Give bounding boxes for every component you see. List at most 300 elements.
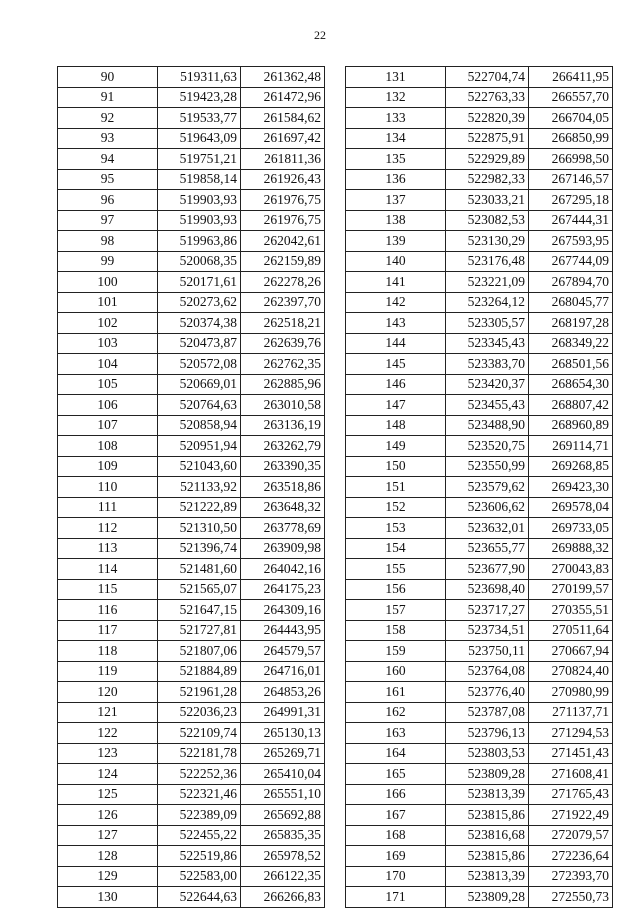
point-number-cell: 108	[58, 436, 158, 457]
table-row	[58, 108, 325, 129]
point-number-cell: 168	[346, 825, 446, 846]
point-number-cell: 158	[346, 620, 446, 641]
y-coordinate-cell: 267146,57	[529, 169, 613, 190]
x-coordinate-cell: 519903,93	[158, 190, 241, 211]
y-coordinate-cell: 266850,99	[529, 128, 613, 149]
x-coordinate-cell: 523803,53	[446, 743, 529, 764]
y-coordinate-cell: 262042,61	[241, 231, 325, 252]
x-coordinate-cell: 519963,86	[158, 231, 241, 252]
y-coordinate-cell: 268501,56	[529, 354, 613, 375]
x-coordinate-cell: 520951,94	[158, 436, 241, 457]
point-number-cell: 111	[58, 497, 158, 518]
y-coordinate-cell: 269578,04	[529, 497, 613, 518]
x-coordinate-cell: 522252,36	[158, 764, 241, 785]
y-coordinate-cell: 263136,19	[241, 415, 325, 436]
x-coordinate-cell: 519858,14	[158, 169, 241, 190]
table-row	[58, 846, 325, 867]
y-coordinate-cell: 270199,57	[529, 579, 613, 600]
x-coordinate-cell: 523809,28	[446, 764, 529, 785]
y-coordinate-cell: 264175,23	[241, 579, 325, 600]
table-row	[346, 743, 613, 764]
x-coordinate-cell: 521807,06	[158, 641, 241, 662]
point-number-cell: 129	[58, 866, 158, 887]
table-row	[58, 702, 325, 723]
table-row	[346, 149, 613, 170]
table-row	[58, 231, 325, 252]
y-coordinate-cell: 269888,32	[529, 538, 613, 559]
table-row	[58, 251, 325, 272]
table-row	[346, 169, 613, 190]
point-number-cell: 92	[58, 108, 158, 129]
x-coordinate-cell: 523787,08	[446, 702, 529, 723]
x-coordinate-cell: 521310,50	[158, 518, 241, 539]
x-coordinate-cell: 522820,39	[446, 108, 529, 129]
point-number-cell: 159	[346, 641, 446, 662]
point-number-cell: 109	[58, 456, 158, 477]
x-coordinate-cell: 520764,63	[158, 395, 241, 416]
y-coordinate-cell: 261976,75	[241, 190, 325, 211]
y-coordinate-cell: 263909,98	[241, 538, 325, 559]
y-coordinate-cell: 263778,69	[241, 518, 325, 539]
x-coordinate-cell: 523082,53	[446, 210, 529, 231]
point-number-cell: 128	[58, 846, 158, 867]
x-coordinate-cell: 520473,87	[158, 333, 241, 354]
table-row	[346, 702, 613, 723]
y-coordinate-cell: 269268,85	[529, 456, 613, 477]
y-coordinate-cell: 261926,43	[241, 169, 325, 190]
y-coordinate-cell: 272550,73	[529, 887, 613, 908]
x-coordinate-cell: 523383,70	[446, 354, 529, 375]
table-row	[346, 354, 613, 375]
x-coordinate-cell: 522644,63	[158, 887, 241, 908]
table-row	[346, 661, 613, 682]
table-row	[58, 743, 325, 764]
table-row	[58, 395, 325, 416]
x-coordinate-cell: 523520,75	[446, 436, 529, 457]
x-coordinate-cell: 522109,74	[158, 723, 241, 744]
coordinates-table-right	[345, 66, 613, 908]
y-coordinate-cell: 264716,01	[241, 661, 325, 682]
y-coordinate-cell: 265835,35	[241, 825, 325, 846]
x-coordinate-cell: 521565,07	[158, 579, 241, 600]
table-row	[346, 128, 613, 149]
y-coordinate-cell: 265692,88	[241, 805, 325, 826]
x-coordinate-cell: 523809,28	[446, 887, 529, 908]
table-row	[346, 723, 613, 744]
point-number-cell: 136	[346, 169, 446, 190]
point-number-cell: 112	[58, 518, 158, 539]
table-row	[346, 538, 613, 559]
table-row	[346, 805, 613, 826]
y-coordinate-cell: 270511,64	[529, 620, 613, 641]
y-coordinate-cell: 271922,49	[529, 805, 613, 826]
table-row	[346, 456, 613, 477]
y-coordinate-cell: 262762,35	[241, 354, 325, 375]
y-coordinate-cell: 267744,09	[529, 251, 613, 272]
point-number-cell: 131	[346, 67, 446, 88]
table-row	[58, 866, 325, 887]
y-coordinate-cell: 270043,83	[529, 559, 613, 580]
table-row	[58, 87, 325, 108]
y-coordinate-cell: 266411,95	[529, 67, 613, 88]
point-number-cell: 117	[58, 620, 158, 641]
x-coordinate-cell: 523776,40	[446, 682, 529, 703]
y-coordinate-cell: 263648,32	[241, 497, 325, 518]
point-number-cell: 135	[346, 149, 446, 170]
table-row	[58, 784, 325, 805]
y-coordinate-cell: 262518,21	[241, 313, 325, 334]
point-number-cell: 146	[346, 374, 446, 395]
point-number-cell: 127	[58, 825, 158, 846]
table-row	[58, 374, 325, 395]
x-coordinate-cell: 523813,39	[446, 866, 529, 887]
table-row	[346, 292, 613, 313]
point-number-cell: 91	[58, 87, 158, 108]
point-number-cell: 151	[346, 477, 446, 498]
x-coordinate-cell: 521481,60	[158, 559, 241, 580]
x-coordinate-cell: 522583,00	[158, 866, 241, 887]
table-row	[58, 518, 325, 539]
y-coordinate-cell: 266998,50	[529, 149, 613, 170]
x-coordinate-cell: 523655,77	[446, 538, 529, 559]
point-number-cell: 102	[58, 313, 158, 334]
table-row	[58, 723, 325, 744]
table-row	[346, 190, 613, 211]
y-coordinate-cell: 267444,31	[529, 210, 613, 231]
coordinates-table-left-body	[58, 67, 325, 908]
point-number-cell: 167	[346, 805, 446, 826]
x-coordinate-cell: 521727,81	[158, 620, 241, 641]
y-coordinate-cell: 268349,22	[529, 333, 613, 354]
x-coordinate-cell: 520273,62	[158, 292, 241, 313]
x-coordinate-cell: 523550,99	[446, 456, 529, 477]
x-coordinate-cell: 522036,23	[158, 702, 241, 723]
y-coordinate-cell: 270980,99	[529, 682, 613, 703]
table-row	[58, 190, 325, 211]
x-coordinate-cell: 523698,40	[446, 579, 529, 600]
x-coordinate-cell: 521043,60	[158, 456, 241, 477]
table-row	[58, 538, 325, 559]
point-number-cell: 134	[346, 128, 446, 149]
point-number-cell: 95	[58, 169, 158, 190]
y-coordinate-cell: 262397,70	[241, 292, 325, 313]
point-number-cell: 126	[58, 805, 158, 826]
y-coordinate-cell: 271137,71	[529, 702, 613, 723]
y-coordinate-cell: 267295,18	[529, 190, 613, 211]
x-coordinate-cell: 522704,74	[446, 67, 529, 88]
y-coordinate-cell: 268045,77	[529, 292, 613, 313]
point-number-cell: 106	[58, 395, 158, 416]
table-row	[346, 600, 613, 621]
table-row	[346, 620, 613, 641]
point-number-cell: 90	[58, 67, 158, 88]
table-row	[346, 272, 613, 293]
point-number-cell: 162	[346, 702, 446, 723]
point-number-cell: 116	[58, 600, 158, 621]
y-coordinate-cell: 270667,94	[529, 641, 613, 662]
y-coordinate-cell: 262278,26	[241, 272, 325, 293]
point-number-cell: 125	[58, 784, 158, 805]
point-number-cell: 133	[346, 108, 446, 129]
table-row	[346, 436, 613, 457]
x-coordinate-cell: 523130,29	[446, 231, 529, 252]
point-number-cell: 150	[346, 456, 446, 477]
x-coordinate-cell: 523606,62	[446, 497, 529, 518]
point-number-cell: 161	[346, 682, 446, 703]
y-coordinate-cell: 264853,26	[241, 682, 325, 703]
table-row	[58, 477, 325, 498]
y-coordinate-cell: 268807,42	[529, 395, 613, 416]
x-coordinate-cell: 520171,61	[158, 272, 241, 293]
x-coordinate-cell: 523813,39	[446, 784, 529, 805]
y-coordinate-cell: 267894,70	[529, 272, 613, 293]
x-coordinate-cell: 519903,93	[158, 210, 241, 231]
point-number-cell: 123	[58, 743, 158, 764]
point-number-cell: 138	[346, 210, 446, 231]
table-row	[346, 395, 613, 416]
x-coordinate-cell: 522181,78	[158, 743, 241, 764]
x-coordinate-cell: 519311,63	[158, 67, 241, 88]
table-row	[58, 661, 325, 682]
y-coordinate-cell: 261584,62	[241, 108, 325, 129]
y-coordinate-cell: 265130,13	[241, 723, 325, 744]
x-coordinate-cell: 523264,12	[446, 292, 529, 313]
x-coordinate-cell: 519423,28	[158, 87, 241, 108]
point-number-cell: 122	[58, 723, 158, 744]
point-number-cell: 140	[346, 251, 446, 272]
y-coordinate-cell: 261472,96	[241, 87, 325, 108]
x-coordinate-cell: 523750,11	[446, 641, 529, 662]
y-coordinate-cell: 264579,57	[241, 641, 325, 662]
point-number-cell: 114	[58, 559, 158, 580]
table-row	[58, 67, 325, 88]
point-number-cell: 137	[346, 190, 446, 211]
y-coordinate-cell: 269423,30	[529, 477, 613, 498]
y-coordinate-cell: 272393,70	[529, 866, 613, 887]
table-row	[58, 436, 325, 457]
x-coordinate-cell: 523305,57	[446, 313, 529, 334]
point-number-cell: 142	[346, 292, 446, 313]
table-row	[58, 272, 325, 293]
y-coordinate-cell: 263390,35	[241, 456, 325, 477]
y-coordinate-cell: 265410,04	[241, 764, 325, 785]
point-number-cell: 101	[58, 292, 158, 313]
x-coordinate-cell: 523345,43	[446, 333, 529, 354]
point-number-cell: 121	[58, 702, 158, 723]
point-number-cell: 153	[346, 518, 446, 539]
table-row	[346, 67, 613, 88]
table-row	[58, 805, 325, 826]
x-coordinate-cell: 519533,77	[158, 108, 241, 129]
table-row	[346, 108, 613, 129]
x-coordinate-cell: 523221,09	[446, 272, 529, 293]
y-coordinate-cell: 263518,86	[241, 477, 325, 498]
point-number-cell: 139	[346, 231, 446, 252]
table-row	[346, 497, 613, 518]
y-coordinate-cell: 271451,43	[529, 743, 613, 764]
y-coordinate-cell: 271765,43	[529, 784, 613, 805]
point-number-cell: 110	[58, 477, 158, 498]
x-coordinate-cell: 521961,28	[158, 682, 241, 703]
x-coordinate-cell: 519643,09	[158, 128, 241, 149]
y-coordinate-cell: 263010,58	[241, 395, 325, 416]
x-coordinate-cell: 523734,51	[446, 620, 529, 641]
table-row	[346, 682, 613, 703]
point-number-cell: 124	[58, 764, 158, 785]
table-row	[346, 231, 613, 252]
point-number-cell: 155	[346, 559, 446, 580]
table-row	[58, 682, 325, 703]
y-coordinate-cell: 266122,35	[241, 866, 325, 887]
table-row	[58, 292, 325, 313]
x-coordinate-cell: 519751,21	[158, 149, 241, 170]
x-coordinate-cell: 523815,86	[446, 805, 529, 826]
y-coordinate-cell: 269114,71	[529, 436, 613, 457]
x-coordinate-cell: 523815,86	[446, 846, 529, 867]
point-number-cell: 144	[346, 333, 446, 354]
point-number-cell: 93	[58, 128, 158, 149]
table-row	[346, 887, 613, 908]
x-coordinate-cell: 522321,46	[158, 784, 241, 805]
y-coordinate-cell: 261976,75	[241, 210, 325, 231]
table-row	[58, 620, 325, 641]
y-coordinate-cell: 265551,10	[241, 784, 325, 805]
y-coordinate-cell: 265978,52	[241, 846, 325, 867]
point-number-cell: 166	[346, 784, 446, 805]
x-coordinate-cell: 522763,33	[446, 87, 529, 108]
y-coordinate-cell: 268654,30	[529, 374, 613, 395]
y-coordinate-cell: 266266,83	[241, 887, 325, 908]
x-coordinate-cell: 523632,01	[446, 518, 529, 539]
x-coordinate-cell: 522519,86	[158, 846, 241, 867]
table-row	[58, 354, 325, 375]
x-coordinate-cell: 522455,22	[158, 825, 241, 846]
point-number-cell: 141	[346, 272, 446, 293]
y-coordinate-cell: 261362,48	[241, 67, 325, 88]
table-row	[58, 456, 325, 477]
point-number-cell: 170	[346, 866, 446, 887]
x-coordinate-cell: 520858,94	[158, 415, 241, 436]
table-row	[58, 887, 325, 908]
y-coordinate-cell: 263262,79	[241, 436, 325, 457]
point-number-cell: 169	[346, 846, 446, 867]
table-row	[58, 579, 325, 600]
x-coordinate-cell: 522929,89	[446, 149, 529, 170]
x-coordinate-cell: 520572,08	[158, 354, 241, 375]
x-coordinate-cell: 523764,08	[446, 661, 529, 682]
y-coordinate-cell: 266557,70	[529, 87, 613, 108]
x-coordinate-cell: 521222,89	[158, 497, 241, 518]
x-coordinate-cell: 523796,13	[446, 723, 529, 744]
table-row	[58, 559, 325, 580]
point-number-cell: 156	[346, 579, 446, 600]
x-coordinate-cell: 523816,68	[446, 825, 529, 846]
table-row	[346, 333, 613, 354]
point-number-cell: 149	[346, 436, 446, 457]
x-coordinate-cell: 520068,35	[158, 251, 241, 272]
table-row	[346, 764, 613, 785]
point-number-cell: 171	[346, 887, 446, 908]
x-coordinate-cell: 523488,90	[446, 415, 529, 436]
point-number-cell: 104	[58, 354, 158, 375]
point-number-cell: 157	[346, 600, 446, 621]
y-coordinate-cell: 264042,16	[241, 559, 325, 580]
table-row	[58, 149, 325, 170]
point-number-cell: 96	[58, 190, 158, 211]
y-coordinate-cell: 271608,41	[529, 764, 613, 785]
point-number-cell: 105	[58, 374, 158, 395]
table-row	[58, 641, 325, 662]
y-coordinate-cell: 267593,95	[529, 231, 613, 252]
coordinates-table-right-body	[346, 67, 613, 908]
table-row	[346, 210, 613, 231]
y-coordinate-cell: 268960,89	[529, 415, 613, 436]
point-number-cell: 163	[346, 723, 446, 744]
table-row	[58, 333, 325, 354]
table-row	[346, 415, 613, 436]
point-number-cell: 130	[58, 887, 158, 908]
coordinates-table-left	[57, 66, 325, 908]
x-coordinate-cell: 523717,27	[446, 600, 529, 621]
y-coordinate-cell: 272236,64	[529, 846, 613, 867]
table-row	[346, 641, 613, 662]
table-row	[346, 87, 613, 108]
x-coordinate-cell: 523579,62	[446, 477, 529, 498]
point-number-cell: 164	[346, 743, 446, 764]
point-number-cell: 113	[58, 538, 158, 559]
point-number-cell: 132	[346, 87, 446, 108]
y-coordinate-cell: 261811,36	[241, 149, 325, 170]
point-number-cell: 147	[346, 395, 446, 416]
point-number-cell: 97	[58, 210, 158, 231]
point-number-cell: 103	[58, 333, 158, 354]
point-number-cell: 160	[346, 661, 446, 682]
x-coordinate-cell: 523420,37	[446, 374, 529, 395]
point-number-cell: 98	[58, 231, 158, 252]
x-coordinate-cell: 521884,89	[158, 661, 241, 682]
table-row	[58, 764, 325, 785]
y-coordinate-cell: 270355,51	[529, 600, 613, 621]
y-coordinate-cell: 266704,05	[529, 108, 613, 129]
table-row	[58, 497, 325, 518]
point-number-cell: 94	[58, 149, 158, 170]
point-number-cell: 100	[58, 272, 158, 293]
y-coordinate-cell: 262159,89	[241, 251, 325, 272]
table-row	[346, 579, 613, 600]
point-number-cell: 120	[58, 682, 158, 703]
table-row	[58, 210, 325, 231]
table-row	[346, 784, 613, 805]
y-coordinate-cell: 269733,05	[529, 518, 613, 539]
point-number-cell: 115	[58, 579, 158, 600]
x-coordinate-cell: 523033,21	[446, 190, 529, 211]
x-coordinate-cell: 521396,74	[158, 538, 241, 559]
x-coordinate-cell: 522875,91	[446, 128, 529, 149]
x-coordinate-cell: 520374,38	[158, 313, 241, 334]
table-row	[346, 559, 613, 580]
x-coordinate-cell: 521647,15	[158, 600, 241, 621]
y-coordinate-cell: 264443,95	[241, 620, 325, 641]
point-number-cell: 165	[346, 764, 446, 785]
table-row	[346, 477, 613, 498]
y-coordinate-cell: 264991,31	[241, 702, 325, 723]
table-row	[346, 866, 613, 887]
point-number-cell: 145	[346, 354, 446, 375]
point-number-cell: 143	[346, 313, 446, 334]
table-row	[346, 313, 613, 334]
table-row	[346, 825, 613, 846]
y-coordinate-cell: 261697,42	[241, 128, 325, 149]
